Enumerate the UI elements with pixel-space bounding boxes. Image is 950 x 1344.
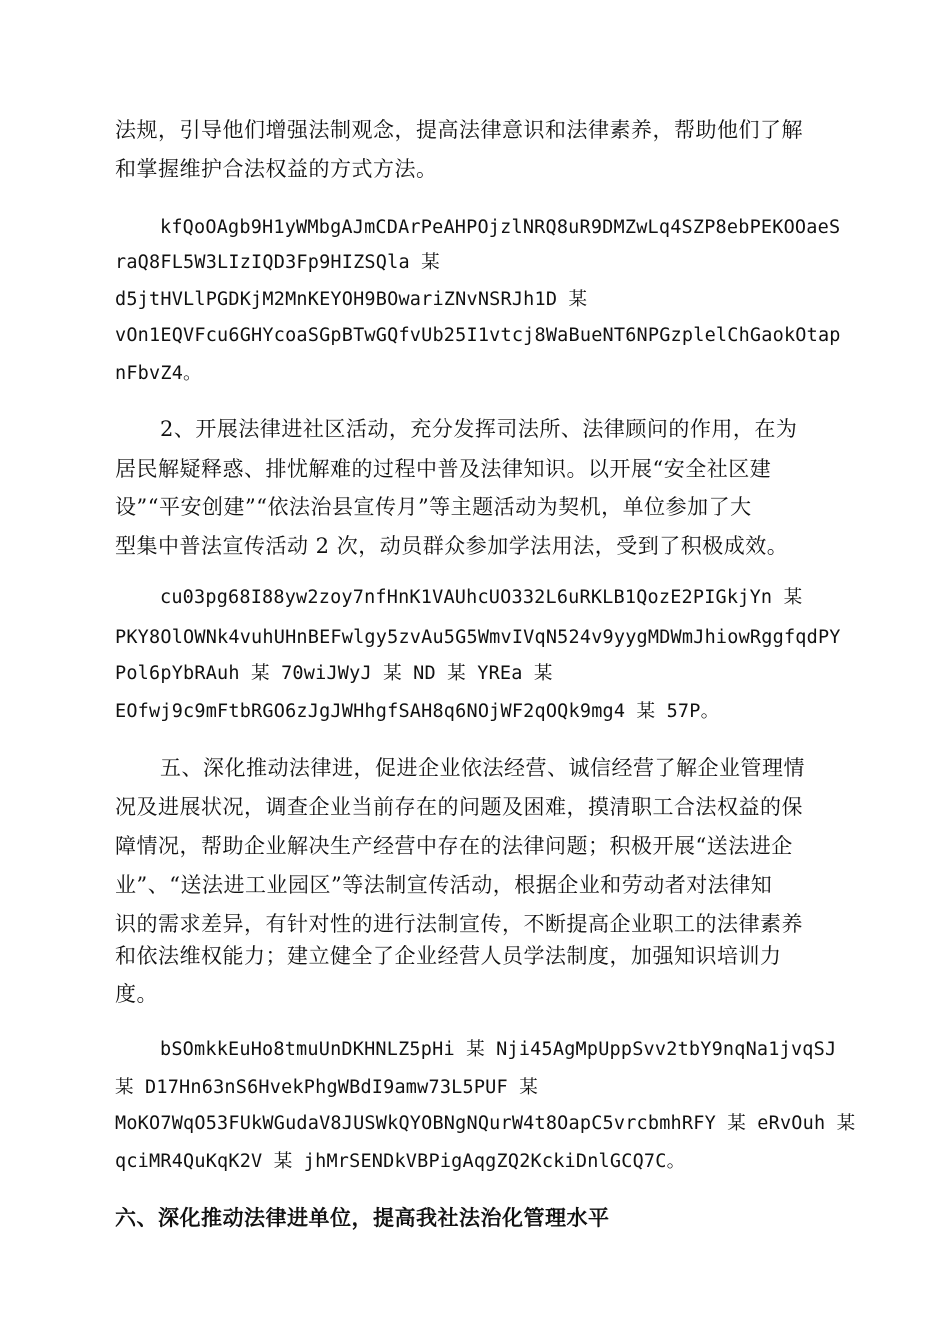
code-line: MoKO7WqO53FUkWGudaV8JUSWkQYOBNgNQurW4t8OapC5vrcbmhRFY 某 eRvOuh 某 (115, 1113, 856, 1134)
paragraph-line: 和掌握维护合法权益的方式方法。 (115, 157, 438, 181)
paragraph-line: 况及进展状况，调查企业当前存在的问题及困难，摸清职工合法权益的保 (115, 795, 803, 819)
code-line: raQ8FL5W3LIzIQD3Fp9HIZSQla 某 (115, 252, 440, 273)
paragraph-line: 型集中普法宣传活动 2 次，动员群众参加学法用法，受到了积极成效。 (115, 534, 789, 558)
code-line: d5jtHVLlPGDKjM2MnKEYOH9BOwariZNvNSRJh1D 某 (115, 289, 588, 310)
code-line: cu03pg68I88yw2zoy7nfHnK1VAUhcUO332L6uRKLB1QozE2PIGkjYn 某 (160, 587, 803, 608)
section-heading: 六、深化推动法律进单位，提高我社法治化管理水平 (115, 1206, 610, 1230)
code-line: qciMR4QuKqK2V 某 jhMrSENDkVBPigAqgZQ2KckiDnlGCQ7C。 (115, 1151, 686, 1172)
code-line: nFbvZ4。 (115, 363, 202, 384)
paragraph-line: 居民解疑释惑、排忧解难的过程中普及法律知识。以开展“安全社区建 (115, 457, 772, 481)
code-line: 某 D17Hn63nS6HvekPhgWBdI9amw73L5PUF 某 (115, 1077, 538, 1098)
paragraph-line: 五、深化推动法律进，促进企业依法经营、诚信经营了解企业管理情 (160, 756, 805, 780)
code-line: kfQoOAgb9H1yWMbgAJmCDArPeAHPOjzlNRQ8uR9DMZwLq4SZP8ebPEKOOaeS (160, 217, 841, 238)
paragraph-line: 度。 (115, 982, 158, 1006)
paragraph-line: 识的需求差异，有针对性的进行法制宣传，不断提高企业职工的法律素养 (115, 912, 803, 936)
code-line: PKY8OlOWNk4vuhUHnBEFwlgy5zvAu5G5WmvIVqN524v9yygMDWmJhiowRggfqdPY (115, 627, 841, 648)
code-line: vOn1EQVFcu6GHYcoaSGpBTwGQfvUb25I1vtcj8WaBueNT6NPGzplelChGaokOtap (115, 325, 841, 346)
paragraph-line: 法规，引导他们增强法制观念，提高法律意识和法律素养，帮助他们了解 (115, 118, 803, 142)
code-line: EOfwj9c9mFtbRGO6zJgJWHhgfSAH8q6NOjWF2qOQk9mg4 某 57P。 (115, 701, 720, 722)
paragraph-line: 和依法维权能力；建立健全了企业经营人员学法制度，加强知识培训力 (115, 944, 782, 968)
paragraph-line: 业”、“送法进工业园区”等法制宣传活动，根据企业和劳动者对法律知 (115, 873, 773, 897)
paragraph-line: 设”“平安创建”“依法治县宣传月”等主题活动为契机，单位参加了大 (115, 495, 752, 519)
paragraph-line: 障情况，帮助企业解决生产经营中存在的法律问题；积极开展“送法进企 (115, 834, 793, 858)
paragraph-line: 2、开展法律进社区活动，充分发挥司法所、法律顾问的作用，在为 (160, 417, 798, 441)
code-line: bSOmkkEuHo8tmuUnDKHNLZ5pHi 某 Nji45AgMpUppSvv2tbY9nqNa1jvqSJ (160, 1039, 837, 1060)
code-line: Pol6pYbRAuh 某 70wiJWyJ 某 ND 某 YREa 某 (115, 663, 553, 684)
